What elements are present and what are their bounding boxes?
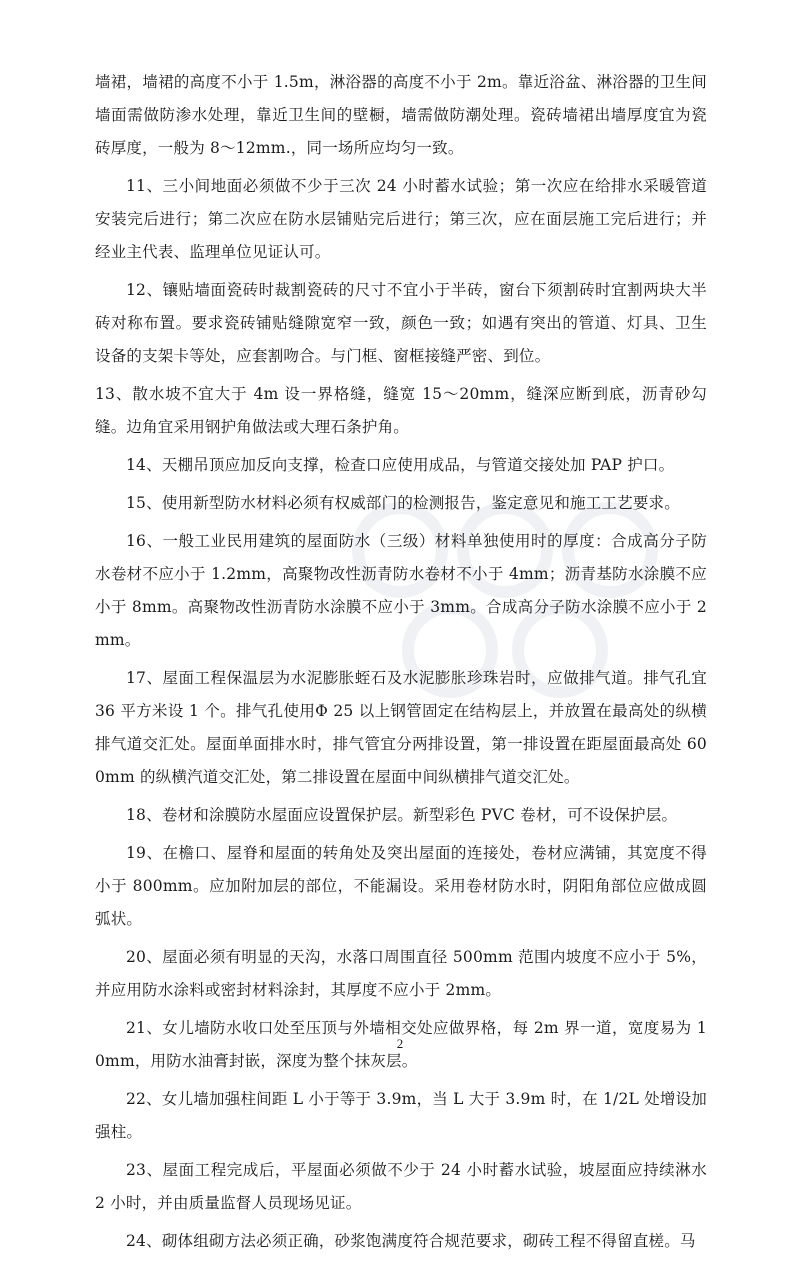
paragraph-item-23: 23、屋面工程完成后，平屋面必须做不少于 24 小时蓄水试验，坡屋面应持续淋水 2 小时，并由质量监督人员现场见证。 bbox=[95, 1161, 707, 1212]
paragraph-item-20: 20、屋面必须有明显的天沟，水落口周围直径 500mm 范围内坡度不应小于 5%，并应用防水涂料或密封材料涂封，其厚度不应小于 2mm。 bbox=[95, 948, 707, 999]
paragraph-item-16: 16、一般工业民用建筑的屋面防水（三级）材料单独使用时的厚度：合成高分子防水卷材不应小于 1.2mm，高聚物改性沥青防水卷材不小于 4mm；沥青基防水涂膜不应小于 8mm。高聚物改性沥青防水涂膜不应小于 3mm。合成高分子防水涂膜不应小于 2mm。 bbox=[95, 532, 707, 649]
paragraph-item-17: 17、屋面工程保温层为水泥膨胀蛭石及水泥膨胀珍珠岩时，应做排气道。排气孔宜 36 平方米设 1 个。排气孔使用Φ 25 以上钢管固定在结构层上，并放置在最高处的纵横排气道交汇处。屋面单面排水时，排气管宜分两排设置，第一排设置在距屋面最高处 600mm 的纵横汽道交汇处，第二排设置在屋面中间纵横排气道交汇处。 bbox=[95, 669, 707, 786]
paragraph-item-12: 12、镶贴墙面瓷砖时裁割瓷砖的尺寸不宜小于半砖，窗台下须割砖时宜割两块大半砖对称布置。要求瓷砖铺贴缝隙宽窄一致，颜色一致；如遇有突出的管道、灯具、卫生设备的支架卡等处，应套割吻合。与门框、窗框接缝严密、到位。 bbox=[95, 281, 707, 365]
paragraph-continuation: 墙裙，墙裙的高度不小于 1.5m，淋浴器的高度不小于 2m。靠近浴盆、淋浴器的卫生间墙面需做防渗水处理，靠近卫生间的壁橱，墙需做防潮处理。瓷砖墙裙出墙厚度宜为瓷砖厚度，一般为 8～12mm.，同一场所应均匀一致。 bbox=[95, 73, 707, 157]
paragraph-item-11: 11、三小间地面必须做不少于三次 24 小时蓄水试验；第一次应在给排水采暖管道安装完后进行；第二次应在防水层铺贴完后进行；第三次，应在面层施工完后进行；并经业主代表、监理单位见证认可。 bbox=[95, 177, 707, 261]
paragraph-item-14: 14、天棚吊顶应加反向支撑，检查口应使用成品，与管道交接处加 PAP 护口。 bbox=[126, 456, 675, 474]
document-body bbox=[95, 66, 707, 1263]
paragraph-item-21: 21、女儿墙防水收口处至压顶与外墙相交处应做界格，每 2m 界一道，宽度易为 10mm，用防水油膏封嵌，深度为整个抹灰层。 bbox=[95, 1019, 707, 1070]
paragraph-item-22: 22、女儿墙加强柱间距 L 小于等于 3.9m，当 L 大于 3.9m 时，在 1/2L 处增设加强柱。 bbox=[95, 1090, 707, 1141]
paragraph-item-19: 19、在檐口、屋脊和屋面的转角处及突出屋面的连接处，卷材应满铺，其宽度不得小于 800mm。应加附加层的部位，不能漏设。采用卷材防水时，阴阳角部位应做成圆弧状。 bbox=[95, 844, 707, 928]
paragraph-item-15: 15、使用新型防水材料必须有权威部门的检测报告，鉴定意见和施工工艺要求。 bbox=[126, 494, 680, 512]
page-number: 2 bbox=[396, 1036, 404, 1051]
paragraph-item-18: 18、卷材和涂膜防水屋面应设置保护层。新型彩色 PVC 卷材，可不设保护层。 bbox=[126, 806, 678, 824]
paragraph-item-24: 24、砌体组砌方法必须正确，砂浆饱满度符合规范要求，砌砖工程不得留直槎。马 bbox=[126, 1232, 696, 1250]
paragraph-item-13: 13、散水坡不宜大于 4m 设一界格缝，缝宽 15～20mm，缝深应断到底，沥青砂勾缝。边角宜采用钢护角做法或大理石条护角。 bbox=[95, 385, 707, 436]
